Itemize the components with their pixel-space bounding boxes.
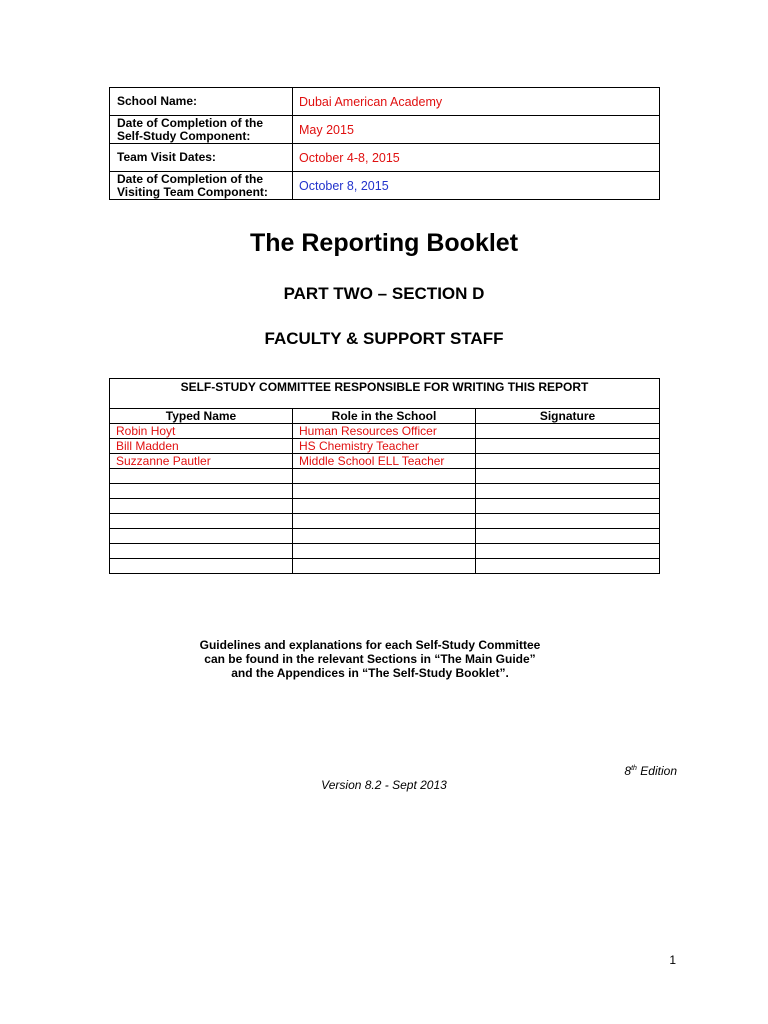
page-number: 1 (669, 953, 676, 967)
school-name-label: School Name: (110, 88, 293, 116)
signature-cell (476, 529, 660, 544)
visiting-team-completion-row (110, 172, 660, 200)
signature-cell (476, 514, 660, 529)
signature-cell (476, 454, 660, 469)
guidelines-line: Guidelines and explanations for each Self-Study Committee (199, 638, 541, 652)
self-study-completion-label: Date of Completion of the Self-Study Component: (110, 116, 293, 144)
role-cell: Middle School ELL Teacher (293, 454, 476, 469)
school-name-value: Dubai American Academy (293, 88, 660, 116)
signature-cell (476, 544, 660, 559)
signature-cell (476, 499, 660, 514)
typed-name-cell: Bill Madden (110, 439, 293, 454)
role-cell (293, 469, 476, 484)
edition-number: 8 (624, 764, 632, 778)
signature-cell (476, 439, 660, 454)
typed-name-cell (110, 529, 293, 544)
signature-cell (476, 469, 660, 484)
section-heading: FACULTY & SUPPORT STAFF (264, 329, 504, 348)
table-row (110, 514, 660, 529)
edition-suffix: th (631, 765, 637, 772)
role-cell (293, 559, 476, 574)
table-row (110, 529, 660, 544)
part-heading: PART TWO – SECTION D (283, 284, 485, 303)
table-row (110, 544, 660, 559)
role-cell (293, 499, 476, 514)
guidelines-line: can be found in the relevant Sections in “The Main Guide” (204, 652, 536, 666)
typed-name-cell (110, 499, 293, 514)
team-visit-dates-row (110, 144, 660, 172)
signature-cell (476, 424, 660, 439)
edition-word: Edition (640, 764, 677, 778)
visiting-team-completion-label: Date of Completion of the Visiting Team Component: (110, 172, 293, 200)
version-label: Version 8.2 - Sept 2013 (321, 778, 447, 792)
typed-name-cell (110, 514, 293, 529)
table-row (110, 439, 660, 454)
self-study-completion-value: May 2015 (293, 116, 660, 144)
document-title: The Reporting Booklet (249, 229, 519, 257)
self-study-completion-row (110, 116, 660, 144)
signature-cell (476, 559, 660, 574)
table-row (110, 559, 660, 574)
role-cell: Human Resources Officer (293, 424, 476, 439)
column-header-role: Role in the School (293, 409, 476, 424)
guidelines-line: and the Appendices in “The Self-Study Booklet”. (231, 666, 509, 680)
committee-table (109, 378, 660, 574)
typed-name-cell (110, 544, 293, 559)
role-cell (293, 514, 476, 529)
table-row (110, 499, 660, 514)
edition-label (624, 764, 677, 778)
role-cell: HS Chemistry Teacher (293, 439, 476, 454)
school-name-row (110, 88, 660, 116)
school-info-table (109, 87, 660, 200)
table-row (110, 469, 660, 484)
visiting-team-completion-value: October 8, 2015 (293, 172, 660, 200)
team-visit-dates-label: Team Visit Dates: (110, 144, 293, 172)
guidelines-note (0, 638, 740, 680)
committee-caption-row (110, 379, 660, 409)
column-header-typed-name: Typed Name (110, 409, 293, 424)
typed-name-cell (110, 469, 293, 484)
table-row (110, 424, 660, 439)
column-header-signature: Signature (476, 409, 660, 424)
table-row (110, 454, 660, 469)
typed-name-cell: Robin Hoyt (110, 424, 293, 439)
typed-name-cell: Suzzanne Pautler (110, 454, 293, 469)
committee-header-row (110, 409, 660, 424)
signature-cell (476, 484, 660, 499)
role-cell (293, 544, 476, 559)
role-cell (293, 484, 476, 499)
typed-name-cell (110, 559, 293, 574)
typed-name-cell (110, 484, 293, 499)
committee-caption: SELF-STUDY COMMITTEE RESPONSIBLE FOR WRITING THIS REPORT (110, 379, 660, 409)
team-visit-dates-value: October 4-8, 2015 (293, 144, 660, 172)
role-cell (293, 529, 476, 544)
table-row (110, 484, 660, 499)
